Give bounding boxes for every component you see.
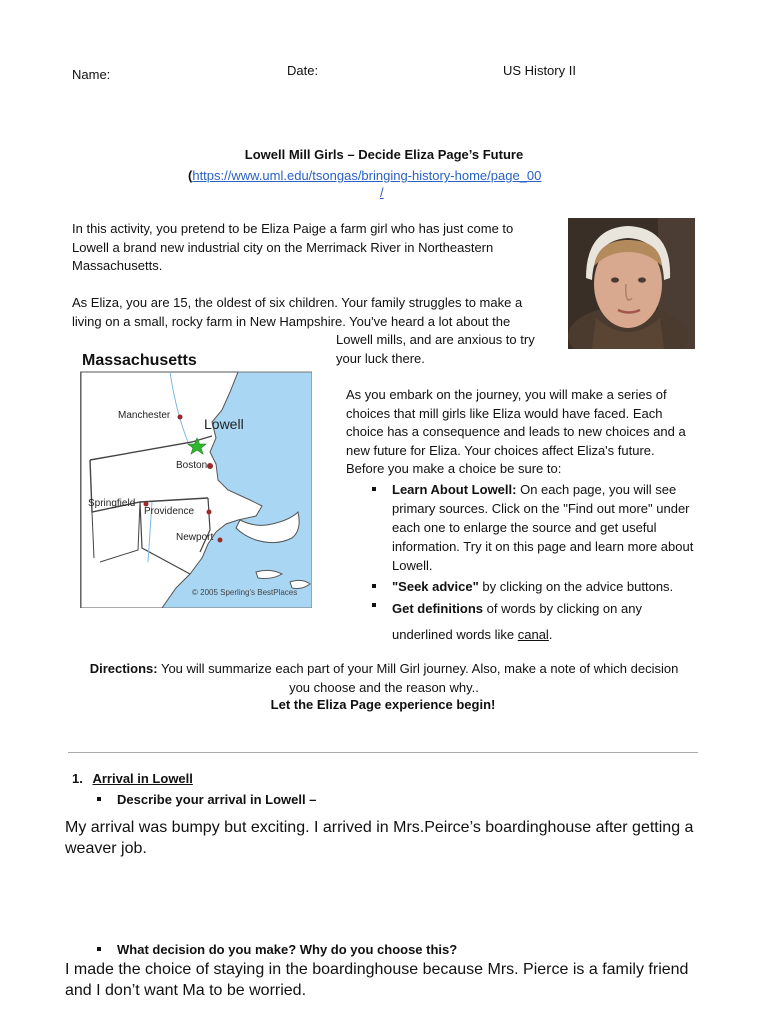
section-divider: [68, 752, 698, 753]
source-link-continued[interactable]: /: [380, 185, 384, 200]
tip-learn-about-lowell: [346, 480, 694, 575]
map-label-manchester: Manchester: [118, 410, 171, 421]
map-graphic: [80, 352, 312, 608]
portrait-illustration: [568, 218, 695, 349]
tip-learn-label: Learn About Lowell:: [392, 482, 517, 497]
paren-open: (: [188, 168, 193, 183]
intro-paragraph: In this activity, you pretend to be Eliza Paige a farm girl who has just come to Lowell a brand new industrial city on the Merrimack River in Northeastern Massachusetts.: [72, 221, 514, 273]
tips-list: [346, 480, 694, 648]
answer-arrival[interactable]: My arrival was bumpy but exciting. I arrived in Mrs.Peirce’s boardinghouse after getting a weaver job.: [65, 819, 694, 857]
tip-definitions-text: of words by clicking on any underlined words like: [392, 601, 642, 642]
family-paragraph-cont: Lowell mills, and are anxious to try your luck there.: [336, 332, 535, 366]
map-label-lowell: Lowell: [204, 416, 244, 432]
family-paragraph: As Eliza, you are 15, the oldest of six children. Your family struggles to make a living on a small, rocky farm in New Hampshire. You've heard a lot about the: [72, 295, 523, 329]
map-label-newport: Newport: [176, 532, 214, 543]
directions-text: You will summarize each part of your Mill Girl journey. Also, make a note of which decision you choose and the reason why..: [157, 661, 679, 695]
date-label: Date:: [287, 63, 319, 78]
source-link-cont-block: [380, 185, 384, 200]
map-label-springfield: Springfield: [88, 498, 136, 509]
section-number: 1.: [72, 771, 83, 786]
tip-seek-advice: [346, 577, 694, 596]
map-copyright: © 2005 Sperling's BestPlaces: [192, 588, 298, 597]
question-arrival: Describe your arrival in Lowell –: [71, 790, 316, 809]
journey-intro: As you embark on the journey, you will make a series of choices that mill girls like Eliza would have faced. Each choice has a consequence and leads to new choices and a new future for Eliza. Your choices affect Eliza's future. Before you make a choice be sure to:: [346, 387, 686, 476]
question-decision: What decision do you make? Why do you choose this?: [71, 940, 457, 959]
source-link[interactable]: https://www.uml.edu/tsongas/bringing-history-home/page_00: [192, 168, 542, 183]
tip-get-definitions: [346, 596, 694, 648]
tip-learn-text: On each page, you will see primary sources. Click on the "Find out more" under each one to enlarge the source and get useful information. Try it on this page and learn more about Lowell.: [392, 482, 694, 573]
section-title: Arrival in Lowell: [92, 771, 193, 786]
tip-advice-label: "Seek advice": [392, 579, 479, 594]
canal-link[interactable]: canal: [517, 627, 549, 642]
course-label: US History II: [503, 63, 576, 78]
question-2-list: [71, 940, 457, 959]
massachusetts-map: [80, 352, 312, 608]
tip-definitions-end: .: [548, 627, 553, 642]
section-heading: [72, 771, 193, 786]
begin-line: Let the Eliza Page experience begin!: [270, 697, 496, 712]
name-label: Name:: [72, 67, 111, 82]
map-label-boston: Boston: [176, 460, 208, 471]
map-label-providence: Providence: [144, 506, 195, 517]
map-title: Massachusetts: [82, 352, 197, 369]
tip-definitions-label: Get definitions: [392, 601, 483, 616]
directions-block: [88, 659, 680, 697]
question-1-list: [71, 790, 316, 809]
eliza-portrait-photo: [568, 218, 695, 349]
answer-decision[interactable]: I made the choice of staying in the boardinghouse because Mrs. Pierce is a family friend and I don’t want Ma to be worried.: [65, 961, 689, 999]
document-title: Lowell Mill Girls – Decide Eliza Page’s Future: [244, 147, 524, 162]
source-link-block: [188, 166, 541, 185]
directions-label: Directions:: [89, 661, 158, 676]
tip-advice-text: by clicking on the advice buttons.: [478, 579, 674, 594]
